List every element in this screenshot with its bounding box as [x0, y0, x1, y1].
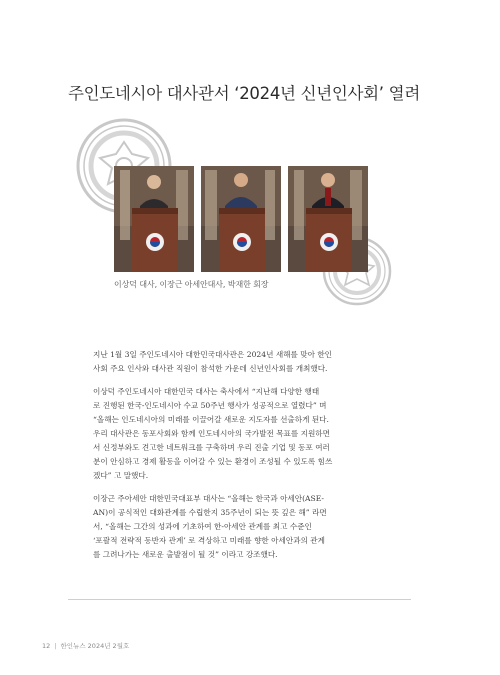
text-line: 우리 대사관은 동포사회와 함께 인도네시아의 국가발전 목표를 지원하면: [93, 429, 330, 438]
speaker-photo-1: [114, 166, 194, 272]
text-line: 이상덕 주인도네시아 대한민국 대사는 축사에서 “지난해 다양한 행태: [93, 387, 320, 396]
paragraph-3: [93, 492, 393, 562]
text-line: ‘포괄적 전략적 동반자 관계’ 로 격상하고 미래를 향한 아세안과의 관계: [93, 536, 325, 545]
page-number: 12: [42, 642, 51, 650]
text-line: “올해는 인도네시아의 미래를 이끌어갈 새로운 지도자를 선출하게 된다.: [93, 415, 329, 424]
text-line: 서, “올해는 그간의 성과에 기초하여 한-아세안 관계를 최고 수준인: [93, 522, 312, 531]
text-line: 사회 주요 인사와 대사관 직원이 참석한 가운데 신년인사회를 개최했다.: [93, 364, 328, 373]
text-line: 로 진행된 한국-인도네시아 수교 50주년 행사가 성공적으로 열렸다” 며: [93, 401, 327, 410]
speaker-photo-2: [201, 166, 281, 272]
footer-separator: |: [54, 642, 57, 650]
article-body: [93, 348, 393, 571]
text-line: 이장근 주아세안 대한민국대표부 대사는 “올해는 한국과 아세안(ASE-: [93, 494, 324, 503]
text-line: 서 신정부와도 견고한 네트워크를 구축하며 우리 진출 기업 및 동포 여러: [93, 443, 330, 452]
speaker-photo-3: [288, 166, 368, 272]
paragraph-1: [93, 348, 393, 376]
text-line: 겠다” 고 말했다.: [93, 471, 149, 480]
text-line: 를 그려나가는 새로운 출발점이 될 것” 이라고 강조했다.: [93, 550, 278, 559]
text-line: AN)이 공식적인 대화관계를 수립한지 35주년이 되는 뜻 깊은 해” 라면: [93, 508, 327, 517]
photo-strip: [114, 166, 368, 272]
publication-name: 한인뉴스 2024년 2월호: [60, 642, 130, 650]
text-line: 지난 1월 3일 주인도네시아 대한민국대사관은 2024년 새해를 맞아 한인: [93, 350, 333, 359]
photo-caption: 이상덕 대사, 이장근 아세안대사, 박재한 회장: [114, 280, 269, 289]
page-footer: [42, 641, 129, 650]
bottom-divider: [68, 599, 411, 600]
article-title: 주인도네시아 대사관서 ‘2024년 신년인사회’ 열려: [68, 84, 420, 103]
paragraph-2: [93, 385, 393, 483]
text-line: 분이 안심하고 경제 활동을 이어갈 수 있는 환경이 조성될 수 있도록 힘쓰: [93, 457, 333, 466]
